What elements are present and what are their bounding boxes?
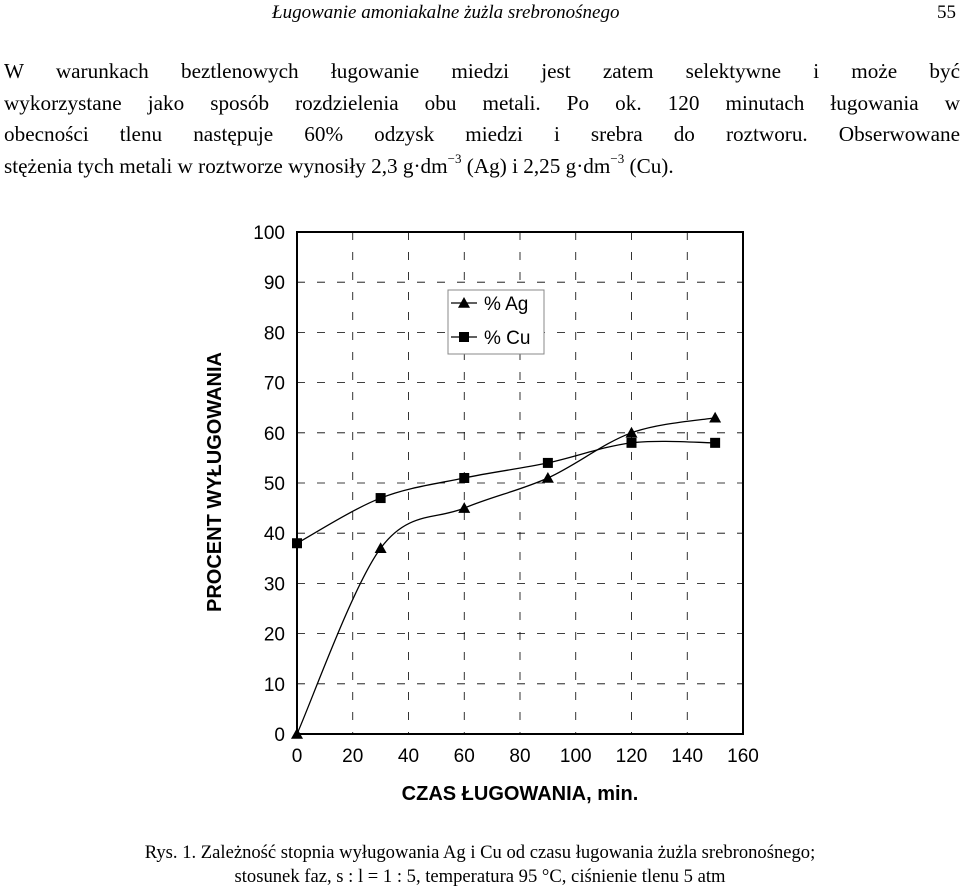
y-tick-label: 90: [263, 273, 285, 295]
legend-marker-cu: [459, 332, 469, 342]
paragraph-text: stężenia tych metali w roztworze wynosiły 2,3 g·dm: [4, 153, 448, 178]
data-point-cu: [376, 493, 386, 503]
data-point-ag: [626, 427, 638, 438]
y-tick-label: 40: [263, 524, 285, 546]
superscript: −3: [447, 151, 462, 167]
x-axis-ticks: [292, 746, 759, 767]
y-tick-label: 20: [263, 624, 285, 646]
data-point-cu: [627, 438, 637, 448]
x-tick-label: 20: [342, 746, 364, 767]
y-axis-ticks: [253, 223, 285, 746]
x-tick-label: 40: [397, 746, 420, 767]
paragraph-text: (Cu).: [624, 153, 674, 178]
data-point-ag: [542, 472, 554, 483]
chart-markers: [291, 412, 721, 739]
x-tick-label: 140: [671, 746, 704, 767]
figure-caption: [0, 842, 960, 888]
legend-label-cu: % Cu: [484, 328, 531, 349]
y-tick-label: 100: [253, 223, 285, 244]
series-cu-curve: [297, 441, 715, 543]
y-tick-label: 30: [263, 574, 285, 596]
x-tick-label: 120: [615, 746, 648, 767]
y-tick-label: 10: [263, 674, 285, 696]
x-tick-label: 160: [727, 746, 759, 767]
caption-line: Rys. 1. Zależność stopnia wyługowania Ag i Cu od czasu ługowania żużla srebronośnego;: [144, 842, 816, 863]
data-point-cu: [543, 458, 553, 468]
x-tick-label: 80: [509, 746, 531, 767]
x-tick-label: 0: [291, 746, 303, 767]
y-tick-label: 70: [263, 373, 285, 395]
x-tick-label: 100: [559, 746, 592, 767]
data-point-ag: [458, 502, 470, 513]
data-point-cu: [459, 473, 469, 483]
y-tick-label: 80: [263, 323, 285, 345]
paragraph-line: obecności tlenu następuje 60% odzysk miedzi i srebra do roztworu. Obserwowane: [4, 122, 960, 146]
data-point-cu: [710, 438, 720, 448]
series-ag-curve: [297, 418, 715, 734]
y-axis-label: PROCENT WYŁUGOWANIA: [204, 352, 226, 612]
chart-legend: [448, 290, 544, 354]
y-tick-label: 0: [274, 725, 285, 746]
running-title: Ługowanie amoniakalne żużla srebronośnego: [272, 2, 620, 23]
data-point-ag: [709, 412, 721, 423]
data-point-cu: [292, 538, 302, 548]
x-tick-label: 60: [453, 746, 475, 767]
paragraph-line: wykorzystane jako sposób rozdzielenia obu metali. Po ok. 120 minutach ługowania w: [4, 90, 960, 115]
y-tick-label: 50: [263, 474, 285, 495]
paragraph-line: W warunkach beztlenowych ługowanie miedzi jest zatem selektywne i może być: [4, 59, 960, 83]
superscript: −3: [610, 151, 625, 167]
x-axis-label: CZAS ŁUGOWANIA, min.: [401, 783, 639, 805]
caption-line: stosunek faz, s : l = 1 : 5, temperatura 95 °C, ciśnienie tlenu 5 atm: [234, 866, 726, 887]
y-tick-label: 60: [263, 423, 285, 445]
page-number: 55: [937, 2, 956, 23]
legend-label-ag: % Ag: [484, 294, 529, 315]
paragraph-text: (Ag) i 2,25 g·dm: [461, 153, 611, 178]
